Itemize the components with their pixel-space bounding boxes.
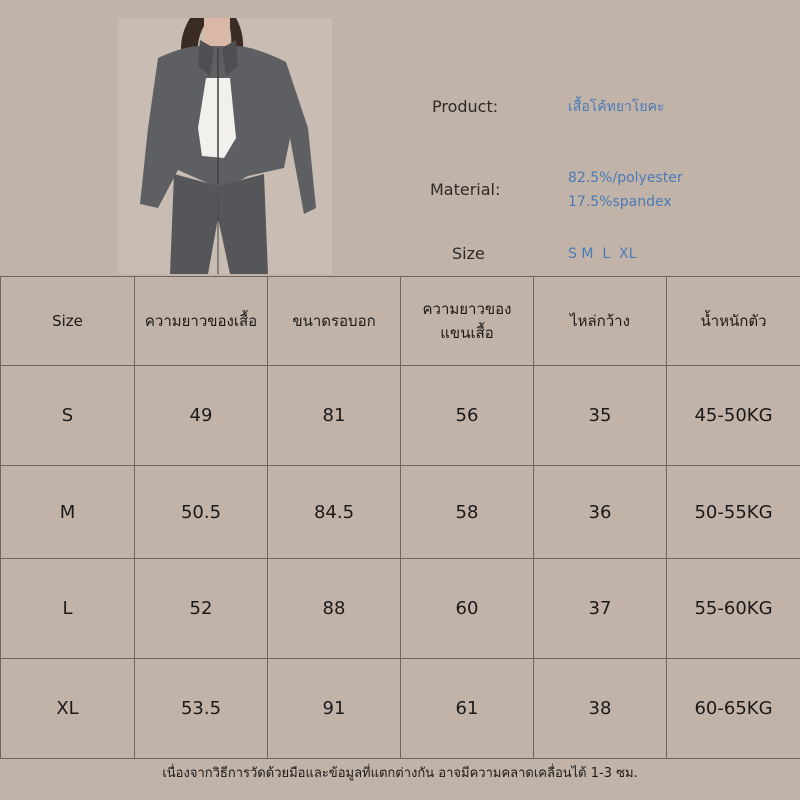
cell-shoulder: 36 — [534, 466, 667, 559]
size-label: Size — [452, 244, 485, 263]
table-header-row — [1, 277, 800, 366]
cell-sleeve: 56 — [401, 366, 534, 466]
cell-chest: 88 — [268, 559, 401, 659]
material-line-1: 82.5%/polyester — [568, 170, 683, 186]
product-label: Product: — [432, 97, 499, 116]
header-chest: ขนาดรอบอก — [268, 277, 401, 366]
header-weight: น้ำหนักตัว — [667, 277, 800, 366]
cell-sleeve: 58 — [401, 466, 534, 559]
cell-weight: 60-65KG — [667, 659, 800, 759]
cell-weight: 55-60KG — [667, 559, 800, 659]
cell-chest: 84.5 — [268, 466, 401, 559]
cell-length: 50.5 — [135, 466, 268, 559]
cell-length: 52 — [135, 559, 268, 659]
table-row — [1, 659, 800, 759]
header-size: Size — [1, 277, 135, 366]
cell-size: L — [1, 559, 135, 659]
material-label: Material: — [430, 180, 501, 199]
cell-chest: 81 — [268, 366, 401, 466]
cell-length: 49 — [135, 366, 268, 466]
cell-sleeve: 61 — [401, 659, 534, 759]
cell-length: 53.5 — [135, 659, 268, 759]
header-shoulder: ไหล่กว้าง — [534, 277, 667, 366]
cell-size: M — [1, 466, 135, 559]
table-row — [1, 466, 800, 559]
product-photo — [118, 18, 332, 274]
cell-shoulder: 35 — [534, 366, 667, 466]
size-value: S M L XL — [568, 246, 637, 262]
cell-shoulder: 37 — [534, 559, 667, 659]
table-row — [1, 366, 800, 466]
material-line-2: 17.5%spandex — [568, 194, 672, 210]
cell-size: XL — [1, 659, 135, 759]
cell-shoulder: 38 — [534, 659, 667, 759]
cell-sleeve: 60 — [401, 559, 534, 659]
cell-size: S — [1, 366, 135, 466]
table-row — [1, 559, 800, 659]
cell-weight: 45-50KG — [667, 366, 800, 466]
size-chart-table — [0, 276, 800, 759]
cell-weight: 50-55KG — [667, 466, 800, 559]
cell-chest: 91 — [268, 659, 401, 759]
measurement-note: เนื่องจากวิธีการวัดด้วยมือและข้อมูลที่แตกต่างกัน อาจมีความคลาดเคลื่อนได้ 1-3 ซม. — [162, 766, 638, 781]
product-value: เสื้อโค้ทยาโยคะ — [568, 99, 665, 115]
header-length: ความยาวของเสื้อ — [135, 277, 268, 366]
header-sleeve: ความยาวของแขนเสื้อ — [401, 277, 534, 366]
